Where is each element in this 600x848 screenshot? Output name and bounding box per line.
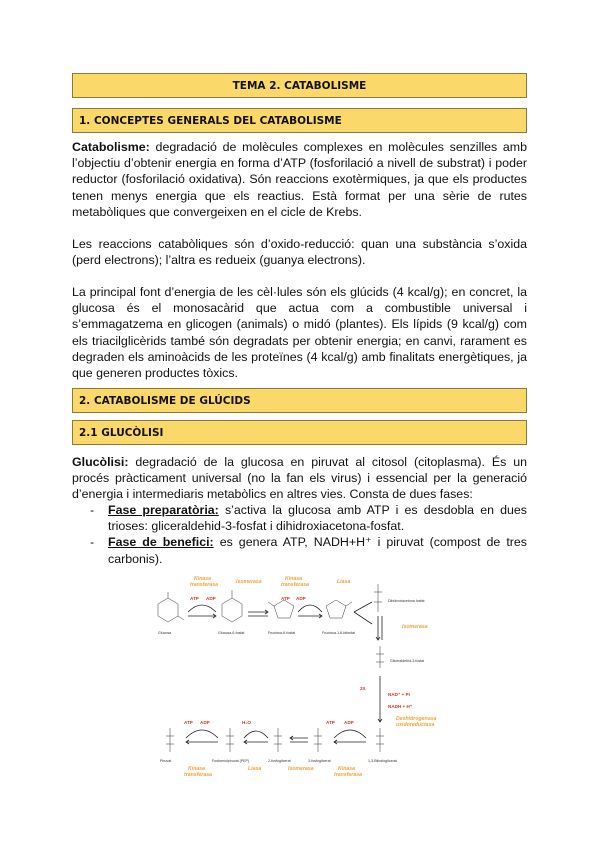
molecule-g3p xyxy=(376,646,384,668)
molecule-piruvat xyxy=(166,728,174,752)
molecule-g6p xyxy=(222,590,242,622)
enzyme-label: transferasa xyxy=(184,772,212,777)
reaction-arrow xyxy=(334,730,366,738)
enzyme-label: transferasa xyxy=(190,582,218,588)
molecule-3pg xyxy=(314,728,322,752)
reaction-arrow xyxy=(244,731,268,738)
molecule-f6p xyxy=(268,600,294,618)
document-title: TEMA 2. CATABOLISME xyxy=(72,73,527,98)
enzyme-label: Isomerasa xyxy=(288,766,314,772)
enzyme-label: transferasa xyxy=(334,772,362,777)
reaction-arrow xyxy=(186,730,218,738)
cofactor-adp: ADP xyxy=(344,720,354,725)
molecule-pep xyxy=(226,728,234,752)
molecule-bpg xyxy=(376,728,384,752)
molecule-label: Gliceraldehid-3-fosfat xyxy=(390,659,425,663)
cofactor-atp: ATP xyxy=(281,596,290,601)
section-heading: 2. CATABOLISME DE GLÚCIDS xyxy=(72,388,527,413)
enzyme-label: Isomerasa xyxy=(402,624,428,630)
molecule-label: Glucosa xyxy=(158,631,172,635)
cofactor-nadh: NADH + H⁺ xyxy=(388,704,413,709)
enzyme-label: Liasa xyxy=(337,579,351,585)
reaction-arrow xyxy=(298,605,322,612)
paragraph-oxido-reduccio: Les reaccions catabòliques són d’oxido-reducció: quan una substància s’oxida (perd electrons); l’altra es redueix (guanya electrons). xyxy=(72,237,527,268)
cofactor-nad: NAD⁺ + Pi xyxy=(388,692,410,697)
molecule-dhap xyxy=(374,584,382,612)
molecule-label: Fructosa-6-fosfat xyxy=(268,631,296,635)
molecule-label: Dihidroxiacetona fosfat xyxy=(388,599,425,603)
cofactor-h2o: H₂O xyxy=(242,720,251,725)
phase-list xyxy=(72,502,527,567)
enzyme-label: Kinasa xyxy=(338,766,356,772)
reaction-arrow xyxy=(188,605,216,612)
paragraph-font-energia: La principal font d’energia de les cèl·lules són els glúcids (4 kcal/g); en concret, la glucosa és el monosacàrid que actua com a combustible universal i s’emmagatzema en glicogen (animals) o midó (plantes). Els lípids (9 kcal/g) com els triacilglicèrids també són degradats per obtenir energia; en canvi, rarament es degraden els aminoàcids de les proteïnes (4 kcal/g) amb finalitats energètiques, ja que generen productes tòxics. xyxy=(72,285,527,381)
enzyme-label: Kinasa xyxy=(285,576,303,582)
enzyme-label: Deshidrogenasa xyxy=(396,716,437,722)
enzyme-label: Kinasa xyxy=(194,576,212,582)
molecule-f16bp xyxy=(326,600,352,618)
glycolysis-diagram xyxy=(150,572,450,777)
paragraph-catabolisme: Catabolisme: degradació de molècules complexes en molècules senzilles amb l’objectiu d’obtenir energia en forma d’ATP (fosforilació a nivell de substrat) i poder reductor (fosforilació oxidativa). Són reaccions exotèrmiques, ja que els productes tenen menys energia que els reactius. Està format per una sèrie de rutes metabòliques que convergeixen en el cicle de Krebs. xyxy=(72,140,527,219)
molecule-label: 3-fosfoglicerat xyxy=(308,759,331,763)
molecule-glucosa xyxy=(158,592,184,622)
reaction-arrow xyxy=(354,602,372,612)
molecule-label: Fosfoenolpiruvat (PEP) xyxy=(212,759,250,763)
list-item: - Fase de benefici: es genera ATP, NADH+H⁺ i piruvat (compost de tres carbonis). xyxy=(90,535,527,566)
section-heading: 1. CONCEPTES GENERALS DEL CATABOLISME xyxy=(72,108,527,133)
reaction-arrow xyxy=(354,612,372,624)
cofactor-adp: ADP xyxy=(200,720,210,725)
cofactor-2x: 2X xyxy=(360,686,366,691)
term-glucolisi: Glucòlisi: xyxy=(72,455,129,469)
cofactor-atp: ATP xyxy=(326,720,335,725)
cofactor-adp: ADP xyxy=(206,596,216,601)
molecule-label: Fructosa-1,6-bifosfat xyxy=(322,631,355,635)
subsection-heading: 2.1 GLUCÒLISI xyxy=(72,420,527,445)
list-item: - Fase preparatòria: s’activa la glucosa amb ATP i es desdobla en dues trioses: gliceraldehid-3-fosfat i dihidroxiacetona-fosfat. xyxy=(90,503,527,534)
term-catabolisme: Catabolisme: xyxy=(72,140,150,154)
enzyme-label: transferasa xyxy=(281,582,309,588)
cofactor-atp: ATP xyxy=(190,596,199,601)
cofactor-atp: ATP xyxy=(184,720,193,725)
paragraph-glucolisi: Glucòlisi: degradació de la glucosa en piruvat al citosol (citoplasma). És un procés pràcticament universal (no la fan els virus) i essencial per la generació d’energia i intermediaris metabòlics en altres vies. Consta de dues fases: xyxy=(72,455,527,502)
molecule-label: 1,3-Bifosfoglicerat xyxy=(368,759,397,763)
enzyme-label: oxidoreductasa xyxy=(396,722,435,728)
enzyme-label: Isomerasa xyxy=(236,579,262,585)
molecule-label: Glucosa-6-fosfat xyxy=(218,631,245,635)
enzyme-label: Liasa xyxy=(248,766,262,772)
molecule-label: Piruvat xyxy=(160,759,172,763)
molecule-label: 2-fosfoglicerat xyxy=(268,759,291,763)
enzyme-label: Kinasa xyxy=(188,766,206,772)
cofactor-adp: ADP xyxy=(296,596,306,601)
molecule-2pg xyxy=(274,728,282,752)
